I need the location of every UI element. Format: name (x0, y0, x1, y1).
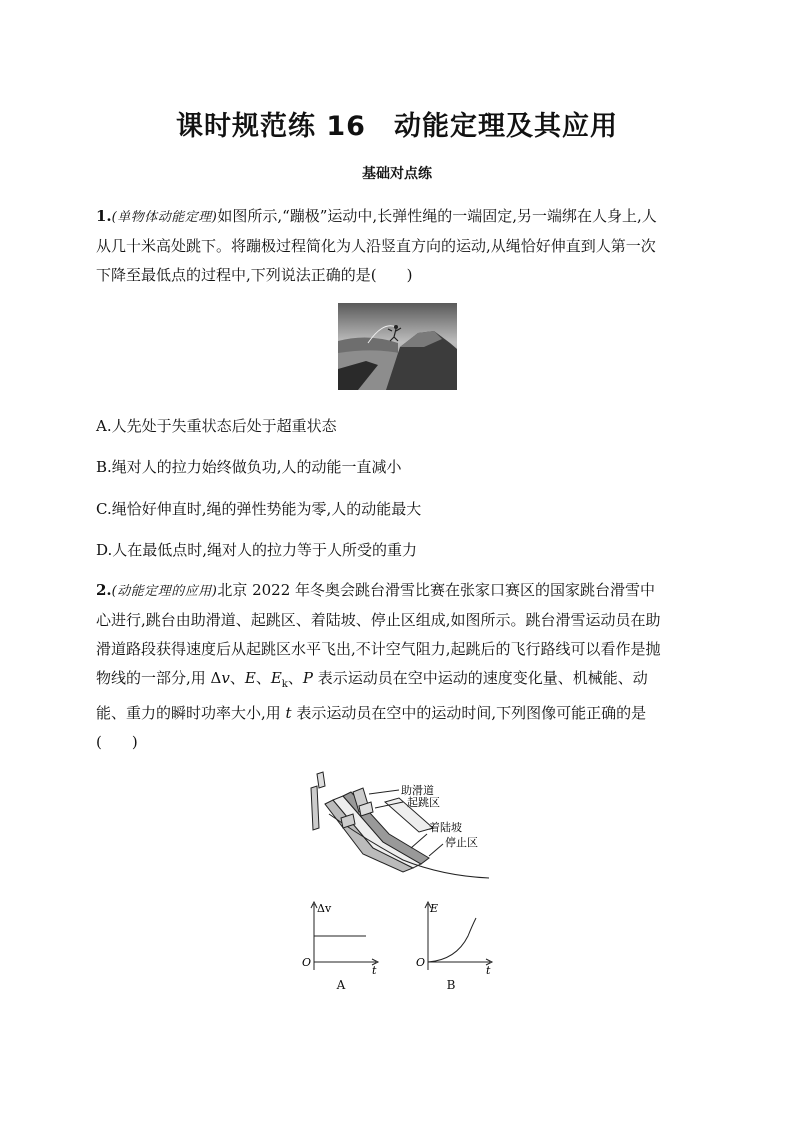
q2-number: 2. (96, 581, 112, 599)
q1-line-3: 下降至最低点的过程中,下列说法正确的是( ) (96, 266, 413, 284)
q1-tag: (单物体动能定理) (111, 210, 218, 225)
q1-text-1: 如图所示,“蹦极”运动中,长弹性绳的一端固定,另一端绑在人身上,人 (217, 207, 657, 225)
q2-l4-v: v (221, 669, 230, 687)
question-1 (96, 202, 696, 290)
q1-line-1 (96, 202, 696, 232)
q2-line-4 (96, 664, 696, 699)
q1-number: 1. (96, 207, 112, 225)
q2-tag: (动能定理的应用) (111, 584, 218, 599)
q1-option-d[interactable]: D.人在最低点时,绳对人的拉力等于人所受的重力 (96, 541, 418, 559)
q2-l4-k: k (281, 679, 288, 690)
q2-l4-p: P (302, 669, 313, 687)
graph-a-ylabel: Δv (317, 902, 332, 915)
q2-text-1: 北京 2022 年冬奥会跳台滑雪比赛在张家口赛区的国家跳台滑雪中 (217, 581, 656, 599)
q2-l4-e-text: 表示运动员在空中运动的速度变化量、机械能、动 (312, 669, 648, 687)
q2-line-1 (96, 576, 696, 606)
q2-l4-b: 、 (229, 669, 245, 687)
graph-a-xlabel: t (372, 964, 377, 975)
question-2 (96, 576, 696, 757)
q1-option-c[interactable]: C.绳恰好伸直时,绳的弹性势能为零,人的动能最大 (96, 500, 422, 518)
q2-l5-a: 能、重力的瞬时功率大小,用 (96, 704, 286, 722)
q1-option-a[interactable]: A.人先处于失重状态后处于超重状态 (96, 417, 337, 435)
graph-a-label: A (336, 978, 346, 992)
graph-a[interactable] (296, 900, 386, 990)
bungee-photo (338, 303, 457, 390)
q2-l4-a: 物线的一部分,用 Δ (96, 669, 222, 687)
graph-b-label: B (446, 978, 456, 992)
q2-l4-e: E (244, 669, 256, 687)
q2-l4-d: 、 (287, 669, 303, 687)
label-takeoff: 起跳区 (407, 796, 440, 809)
q2-l5-t: t (285, 704, 292, 722)
q2-line-3: 滑道路段获得速度后从起跳区水平飞出,不计空气阻力,起跳后的飞行路线可以看作是抛 (96, 640, 661, 658)
graph-b-xlabel: t (486, 964, 491, 975)
page-title: 课时规范练 16 动能定理及其应用 (176, 111, 618, 142)
graph-b-origin: O (416, 956, 426, 969)
ski-jump-diagram (303, 768, 495, 883)
graph-b[interactable] (406, 900, 496, 990)
label-ramp: 助滑道 (401, 784, 434, 797)
label-stop: 停止区 (445, 836, 478, 849)
q2-line-5 (96, 699, 696, 728)
section-heading: 基础对点练 (362, 166, 432, 182)
q2-l4-c: 、 (255, 669, 271, 687)
graph-a-origin: O (302, 956, 312, 969)
q2-l4-ek: E (270, 669, 282, 687)
label-landing: 着陆坡 (429, 821, 462, 834)
q1-line-2: 从几十米高处跳下。将蹦极过程简化为人沿竖直方向的运动,从绳恰好伸直到人第一次 (96, 237, 656, 255)
q2-l5-b: 表示运动员在空中的运动时间,下列图像可能正确的是 (291, 704, 647, 722)
q1-option-b[interactable]: B.绳对人的拉力始终做负功,人的动能一直减小 (96, 458, 402, 476)
graph-b-ylabel: E (430, 902, 439, 915)
q2-line-6: ( ) (96, 733, 138, 751)
q2-line-2: 心进行,跳台由助滑道、起跳区、着陆坡、停止区组成,如图所示。跳台滑雪运动员在助 (96, 611, 661, 629)
